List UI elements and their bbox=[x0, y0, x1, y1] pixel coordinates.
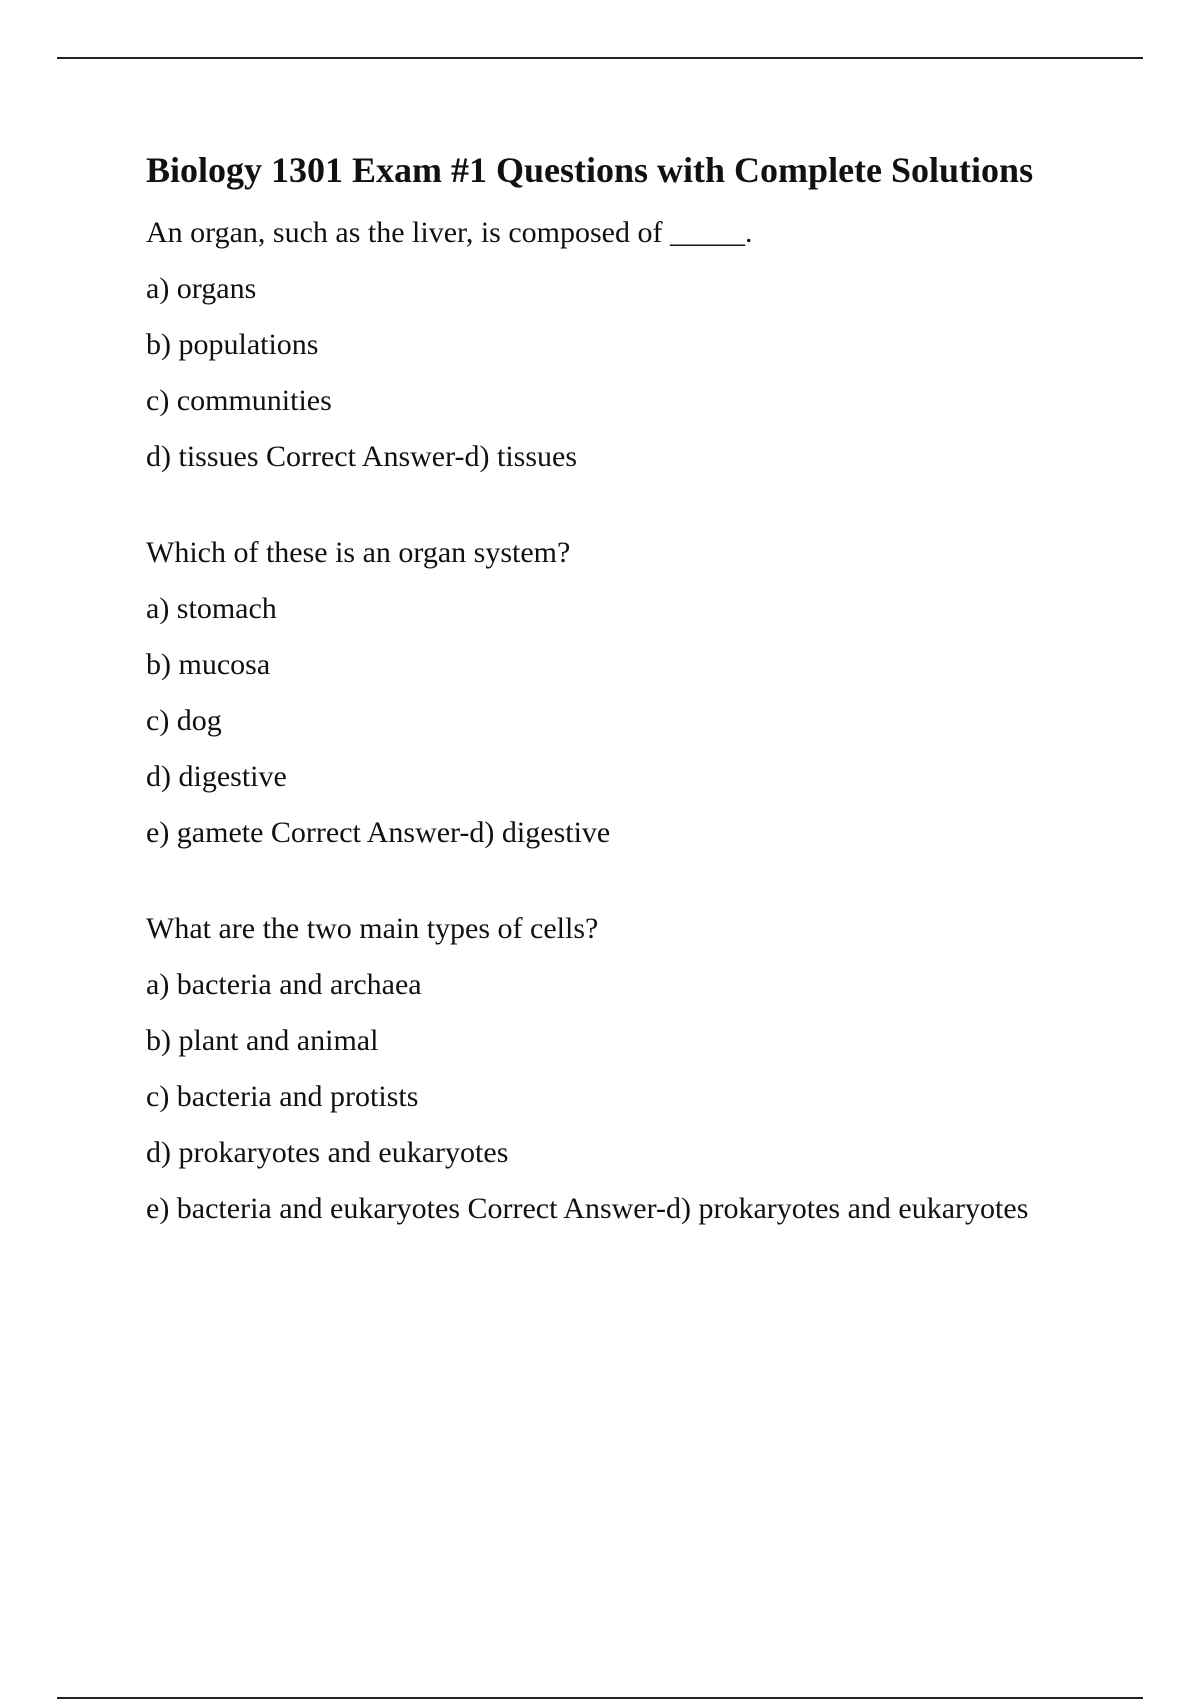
answer-option: b) plant and animal bbox=[146, 1024, 379, 1057]
question-text: What are the two main types of cells? bbox=[146, 912, 599, 945]
question-block-1 bbox=[146, 213, 1076, 477]
footer-divider bbox=[57, 1697, 1143, 1699]
answer-option: a) stomach bbox=[146, 592, 277, 625]
answer-option: a) bacteria and archaea bbox=[146, 968, 422, 1001]
answer-option: a) organs bbox=[146, 272, 257, 305]
question-block-3 bbox=[146, 909, 1076, 1229]
answer-option: c) dog bbox=[146, 704, 222, 737]
answer-option: d) prokaryotes and eukaryotes bbox=[146, 1136, 509, 1169]
question-block-2 bbox=[146, 533, 1076, 853]
answer-option-with-solution: e) bacteria and eukaryotes Correct Answer-d) prokaryotes and eukaryotes bbox=[146, 1192, 1029, 1225]
answer-option: d) digestive bbox=[146, 760, 287, 793]
question-text: Which of these is an organ system? bbox=[146, 536, 571, 569]
answer-option: b) mucosa bbox=[146, 648, 271, 681]
question-text: An organ, such as the liver, is composed of _____. bbox=[146, 216, 753, 249]
document-body bbox=[146, 145, 1076, 1285]
answer-option-with-solution: d) tissues Correct Answer-d) tissues bbox=[146, 440, 578, 473]
document-title: Biology 1301 Exam #1 Questions with Complete Solutions bbox=[146, 150, 1034, 190]
header-divider bbox=[57, 57, 1143, 59]
answer-option-with-solution: e) gamete Correct Answer-d) digestive bbox=[146, 816, 611, 849]
answer-option: c) bacteria and protists bbox=[146, 1080, 419, 1113]
answer-option: c) communities bbox=[146, 384, 332, 417]
answer-option: b) populations bbox=[146, 328, 319, 361]
